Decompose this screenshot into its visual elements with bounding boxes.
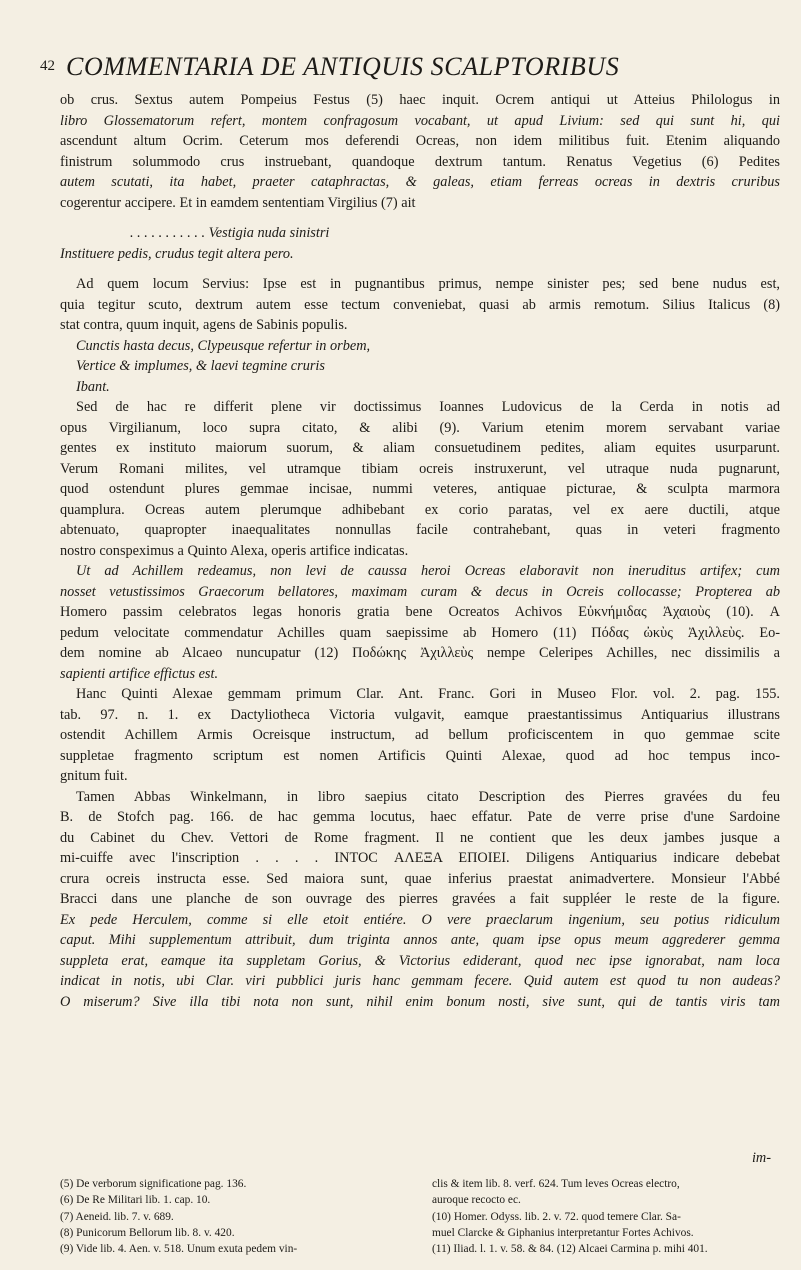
- text-line: O miserum? Sive illa tibi nota non sunt, nihil enim bonum nosti, sive sunt, qui de tantis viris tam: [60, 993, 780, 1010]
- text-line: ob crus. Sextus autem Pompeius Festus (5) haec inquit. Ocrem antiqui ut Atteius Philologus in: [60, 92, 780, 108]
- text-line: Sed de hac re differit plene vir doctissimus Ioannes Ludovicus de la Cerda in notis ad: [76, 399, 780, 415]
- page-number: 42: [40, 58, 55, 74]
- footnote: auroque recocto ec.: [432, 1194, 521, 1207]
- main-text: [60, 90, 780, 1012]
- text-line: indicat in notis, ubi Clar. viri pubblici juris hanc gemmam fecere. Quid autem est quod tu non audeas?: [60, 973, 780, 989]
- text-line: dem nomine ab Alcaeo nuncupatur (12) Ποδώκης Ἀχιλλεὺς nempe Celeripes Achilles, nec dissimilis a: [60, 645, 780, 661]
- footnote: clis & item lib. 8. verf. 624. Tum leves Ocreas electro,: [432, 1178, 680, 1190]
- text-line: pedum velocitate commendatur Achilles quam saepissime ab Homero (11) Πόδας ὠκὺς Ἀχιλλεὺς. Eo-: [60, 624, 780, 641]
- text-line: stat contra, quum inquit, agens de Sabinis populis.: [60, 317, 348, 333]
- text-line: Ad quem locum Servius: Ipse est in pugnantibus primus, nempe sinister pes; sed bene nudus est,: [76, 276, 780, 292]
- text-line: quod ostendunt plures gemmae incisae, nummi veteres, antiquae picturae, & sculpta marmora: [60, 481, 780, 497]
- text-line: sapienti artifice effictus est.: [60, 665, 219, 682]
- verse-line: Vertice & implumes, & laevi tegmine cruris: [76, 358, 325, 374]
- text-line: quamplura. Ocreas autem plerumque adhibebant ex corio paratas, vel ex aere ductili, atque: [60, 501, 780, 518]
- text-line: ostendit Achillem Armis Ocreisque instructum, ad bellum proficiscentem in quo gemmae scite: [60, 727, 780, 743]
- text-line: abtenuato, quapropter inaequalitates nonnullas facile contrahebant, quas in veteri fragmento: [60, 522, 780, 538]
- text-line: du Cabinet du Chev. Vettori de Rome fragment. Il ne contient que les deux jambes jusque a: [60, 829, 780, 846]
- text-line: Verum Romani milites, vel utramque tibiam ocreis instruxerunt, vel utraque nuda pugnarunt,: [60, 460, 780, 477]
- footnote: muel Clarcke & Giphanius interpretantur Fortes Achivos.: [432, 1226, 694, 1239]
- footnote: (11) Iliad. l. 1. v. 58. & 84. (12) Alcaei Carmina p. mihi 401.: [432, 1243, 708, 1256]
- text-line: suppleta erat, eamque ita suppletam Gorius, & Victorius ediderant, quod nec ipse ignorabat, nam loca: [60, 952, 780, 969]
- footnote: (6) De Re Militari lib. 1. cap. 10.: [60, 1194, 211, 1207]
- text-line: gentes ex instituto maiorum suorum, & aliam consuetudinem pedites, aliam equites usurparunt.: [60, 440, 780, 456]
- verse-line: Cunctis hasta decus, Clypeusque refertur in orbem,: [76, 337, 371, 354]
- text-line: ascendunt altum Ocrim. Ceterum mos deferendi Ocreas, non idem militibus fuit. Etenim aliquando: [60, 133, 780, 149]
- verse-line: . . . . . . . . . . . Vestigia nuda sinistri: [130, 225, 330, 241]
- footnote: (9) Vide lib. 4. Aen. v. 518. Unum exuta pedem vin-: [60, 1243, 298, 1256]
- text-line: Homero passim celebratos legas honoris gratia bene Ocreatos Achivos Εὐκνήμιδας Ἀχαιοὺς (10). A: [60, 604, 780, 620]
- text-line: nostro conspeximus a Quinto Alexa, operis artifice indicatas.: [60, 542, 409, 559]
- text-line: Hanc Quinti Alexae gemmam primum Clar. Ant. Franc. Gori in Museo Flor. vol. 2. pag. 155.: [76, 686, 780, 702]
- footnote: (10) Homer. Odyss. lib. 2. v. 72. quod temere Clar. Sa-: [432, 1210, 681, 1223]
- text-line: nosset vetustissimos Graecorum bellatores, maximam curam & decus in Ocreis collocasse; Propterea ab: [60, 583, 780, 600]
- text-line: B. de Stofch pag. 166. de hac gemma locutus, haec effatur. Pate de verre prise d'une Sardoine: [60, 809, 780, 825]
- footnotes-right-column: [432, 1176, 784, 1257]
- text-line: suppletae fragmento scriptum est nomen Artificis Quinti Alexae, quod ad hoc tempus inco-: [60, 747, 780, 764]
- text-line: autem scutati, ita habet, praeter cataphractas, & galeas, etiam ferreas ocreas in dextris cruribus: [60, 174, 780, 190]
- footnote: (8) Punicorum Bellorum lib. 8. v. 420.: [60, 1226, 235, 1239]
- text-line: opus Virgilianum, loco supra citato, & alibi (9). Varium etenim morem servabant variae: [60, 419, 780, 436]
- text-line: Ut ad Achillem redeamus, non levi de caussa heroi Ocreas elaboravit non ineruditus artifex; cum: [76, 563, 780, 579]
- text-line: Bracci dans une planche de son ouvrage des pierres gravées a fait suppléer le reste de la figure.: [60, 891, 780, 907]
- text-line: finistrum solummodo crus instruebant, quandoque dextrum tantum. Renatus Vegetius (6) Pedites: [60, 153, 780, 170]
- text-line: libro Glossematorum refert, montem confragosum vocabant, ut apud Livium: sed qui sunt hi, qui: [60, 112, 780, 129]
- verse-line: Instituere pedis, crudus tegit altera pero.: [60, 245, 294, 262]
- text-line: gnitum fuit.: [60, 768, 128, 784]
- catchword: im-: [751, 1150, 771, 1166]
- text-line: cogerentur accipere. Et in eamdem sententiam Virgilius (7) ait: [60, 194, 416, 211]
- text-line: crura ocreis instructa esse. Sed maiora sunt, quae inferius praestat animadvertere. Monsieur l'Abbé: [60, 870, 780, 887]
- text-line: Ex pede Herculem, comme si elle etoit entiére. O vere praeclarum ingenium, seu potius ridiculum: [60, 911, 780, 928]
- footnote: (5) De verborum significatione pag. 136.: [60, 1178, 247, 1190]
- footnote: (7) Aeneid. lib. 7. v. 689.: [60, 1210, 174, 1223]
- text-line: caput. Mihi supplementum attribuit, dum triginta annos ante, quam ipse opus meum aggrederer gemma: [60, 932, 780, 948]
- text-line: quia tegitur scuto, dextrum autem esse tectum conveniebat, quasi ab armis remotum. Silius Italicus (8): [60, 296, 780, 313]
- running-head: COMMENTARIA DE ANTIQUIS SCALPTORIBUS: [66, 52, 620, 81]
- text-line: tab. 97. n. 1. ex Dactyliotheca Victoria vulgavit, eamque praestantissimus Antiquarius illustrans: [60, 706, 780, 723]
- text-line: mi-cuiffe avec l'inscription . . . . INTOC ΑΛΕΞΑ ΕΠΟΙΕΙ. Diligens Antiquarius indicare debebat: [60, 850, 780, 866]
- verse-line: Ibant.: [76, 378, 110, 395]
- page-header: [40, 52, 780, 86]
- text-line: Tamen Abbas Winkelmann, in libro saepius citato Description des Pierres gravées du feu: [76, 788, 780, 805]
- footnotes-left-column: [60, 1176, 412, 1257]
